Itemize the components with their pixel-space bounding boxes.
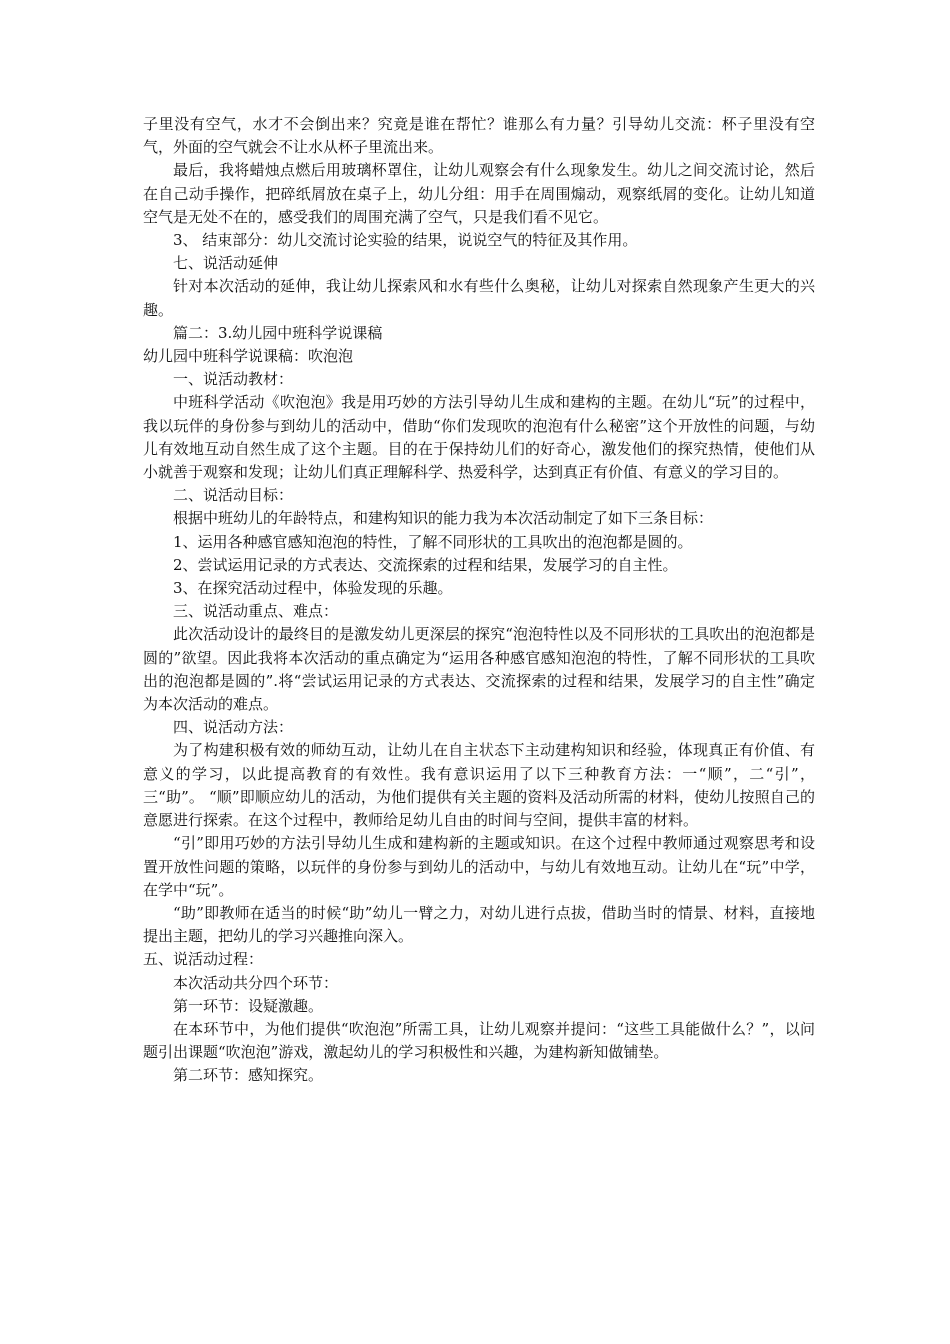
list-item: 2、尝试运用记录的方式表达、交流探索的过程和结果，发展学习的自主性。: [173, 555, 678, 574]
paragraph: “引”即用巧妙的方法引导幼儿生成和建构新的主题或知识。在这个过程中教师通过观察思考和设置开放性问题的策略，以玩伴的身份参与到幼儿的活动中，与幼儿有效地互动。让幼儿在“玩”中学，在学中“玩”。: [143, 834, 815, 899]
section-heading: 三、说活动重点、难点：: [173, 602, 339, 621]
article-title: 幼儿园中班科学说课稿：吹泡泡: [143, 347, 354, 366]
section-heading: 二、说活动目标：: [173, 486, 294, 505]
paragraph: 3、 结束部分：幼儿交流讨论实验的结果，说说空气的特征及其作用。: [173, 231, 638, 250]
list-item: 1、运用各种感官感知泡泡的特性，了解不同形状的工具吹出的泡泡都是圆的。: [173, 532, 693, 551]
paragraph: 针对本次活动的延伸，我让幼儿探索风和水有些什么奥秘，让幼儿对探索自然现象产生更大的兴趣。: [143, 277, 815, 319]
section-heading: 一、说活动教材：: [173, 370, 294, 389]
list-item: 3、在探究活动过程中，体验发现的乐趣。: [173, 579, 453, 598]
paragraph: 根据中班幼儿的年龄特点，和建构知识的能力我为本次活动制定了如下三条目标：: [173, 509, 714, 528]
subsection-heading: 第二环节：感知探究。: [173, 1066, 324, 1085]
paragraph: 中班科学活动《吹泡泡》我是用巧妙的方法引导幼儿生成和建构的主题。在幼儿“玩”的过程中，我以玩伴的身份参与到幼儿的活动中，借助“你们发现吹的泡泡有什么秘密”这个开放性的问题，与幼儿有效地互动自然生成了这个主题。目的在于保持幼儿们的好奇心，激发他们的探究热情，使他们从小就善于观察和发现；让幼儿们真正理解科学、热爱科学，达到真正有价值、有意义的学习目的。: [143, 393, 815, 482]
paragraph: 此次活动设计的最终目的是激发幼儿更深层的探究“泡泡特性以及不同形状的工具吹出的泡泡都是圆的”欲望。因此我将本次活动的重点确定为“运用各种感官感知泡泡的特性，了解不同形状的工具吹出的泡泡都是圆的”.将“尝试运用记录的方式表达、交流探索的过程和结果，发展学习的自主性”确定为本次活动的难点。: [143, 625, 815, 714]
paragraph: “助”即教师在适当的时候“助”幼儿一臂之力，对幼儿进行点拔，借助当时的情景、材料，直接地提出主题，把幼儿的学习兴趣推向深入。: [143, 903, 815, 946]
subsection-heading: 第一环节：设疑激趣。: [173, 996, 324, 1015]
document-body: [143, 113, 815, 1088]
section-heading: 四、说活动方法：: [173, 718, 294, 737]
paragraph: 最后，我将蜡烛点燃后用玻璃杯罩住，让幼儿观察会有什么现象发生。幼儿之间交流讨论，然后在自己动手操作，把碎纸屑放在桌子上，幼儿分组：用手在周围煽动，观察纸屑的变化。让幼儿知道空气是无处不在的，感受我们的周围充满了空气，只是我们看不见它。: [143, 161, 815, 226]
section-heading: 五、说活动过程：: [143, 950, 264, 969]
paragraph: 在本环节中，为他们提供“吹泡泡”所需工具，让幼儿观察并提问：“这些工具能做什么？”，以问题引出课题“吹泡泡”游戏，激起幼儿的学习积极性和兴趣，为建构新知做铺垫。: [143, 1019, 815, 1062]
article-heading: 篇二：3.幼儿园中班科学说课稿: [173, 323, 383, 342]
paragraph: 本次活动共分四个环节：: [173, 973, 339, 992]
section-heading: 七、说活动延伸: [173, 254, 279, 273]
paragraph: 为了构建积极有效的师幼互动，让幼儿在自主状态下主动建构知识和经验，体现真正有价值、有意义的学习，以此提高教育的有效性。我有意识运用了以下三种教育方法：一“顺”，二“引”，三“助”。 “顺”即顺应幼儿的活动，为他们提供有关主题的资料及活动所需的材料，使幼儿按照自己的意愿进行探索。在这个过程中，教师给足幼儿自由的时间与空间，提供丰富的材料。: [143, 741, 815, 830]
paragraph: 子里没有空气，水才不会倒出来？究竟是谁在帮忙？谁那么有力量？引导幼儿交流：杯子里没有空气，外面的空气就会不让水从杯子里流出来。: [143, 115, 815, 157]
